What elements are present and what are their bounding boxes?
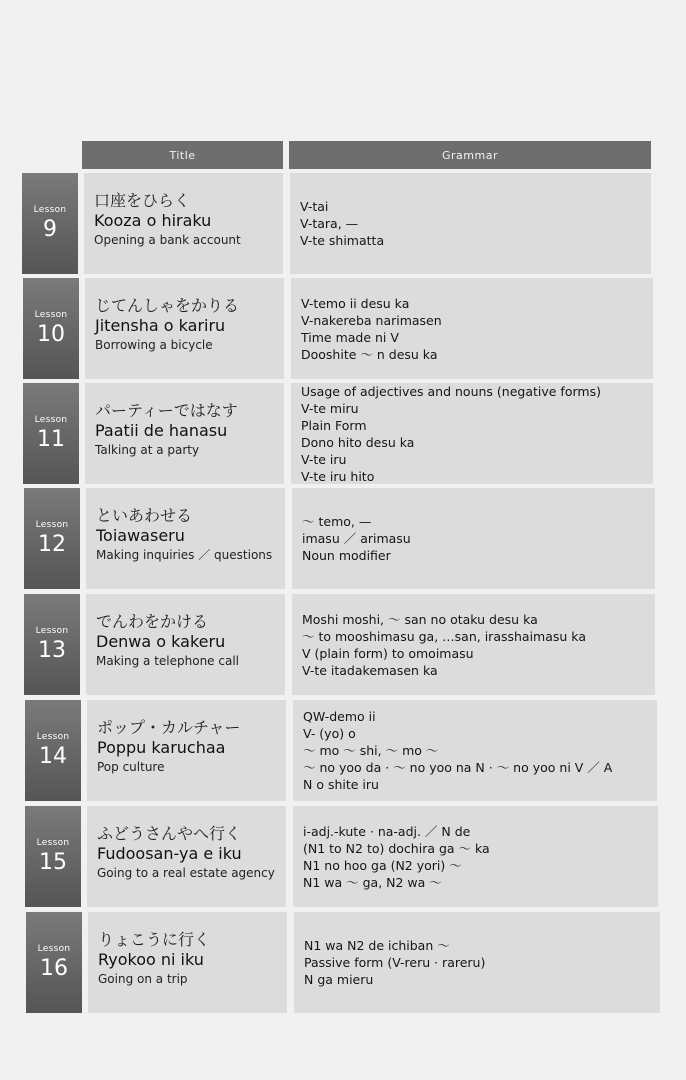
lesson-label: Lesson: [35, 626, 69, 636]
lesson-grammar-cell: [291, 383, 653, 484]
lesson-title-romaji: Fudoosan-ya e iku: [97, 844, 242, 863]
lesson-label: Lesson: [34, 310, 68, 320]
lesson-number-box: [22, 173, 78, 274]
lesson-title-english: Making inquiries ／ questions: [96, 548, 273, 562]
lesson-row: [0, 383, 686, 484]
grammar-point: Plain Form: [301, 417, 367, 433]
lesson-title-japanese: といあわせる: [96, 506, 193, 525]
grammar-point: V-nakereba narimasen: [301, 312, 442, 328]
table-header-grammar: [289, 141, 651, 169]
lesson-label: Lesson: [35, 520, 69, 530]
lesson-grammar-cell: [293, 806, 658, 907]
lesson-title-japanese: じてんしゃをかりる: [95, 296, 240, 315]
grammar-point: N1 no hoo ga (N2 yori) ～: [303, 857, 462, 873]
lesson-title-cell: [85, 383, 284, 484]
lesson-title-cell: [87, 700, 286, 801]
lesson-title-english: Going on a trip: [98, 972, 188, 986]
lesson-number-box: [24, 594, 80, 695]
lesson-number: 14: [39, 744, 67, 769]
lesson-title-cell: [86, 488, 285, 589]
lesson-title-japanese: ふどうさんやへ行く: [97, 824, 242, 843]
grammar-point: V-te iru: [301, 451, 347, 467]
lesson-title-japanese: ポップ・カルチャー: [97, 718, 241, 737]
lesson-row: [0, 278, 686, 379]
table-header-title: [82, 141, 283, 169]
lesson-number: 11: [37, 427, 65, 452]
grammar-point: ～ temo, —: [302, 514, 372, 529]
lesson-row: [0, 594, 686, 695]
grammar-point: V-te shimatta: [300, 233, 385, 248]
lesson-number: 10: [37, 322, 65, 347]
grammar-point: N1 wa ～ ga, N2 wa ～: [303, 874, 442, 890]
lesson-grammar-cell: [293, 700, 657, 801]
lesson-row: [0, 488, 686, 589]
grammar-point: V-te itadakemasen ka: [302, 662, 438, 678]
grammar-point: Noun modifier: [302, 548, 391, 563]
lesson-grammar-cell: [294, 912, 660, 1013]
grammar-point: V-te iru hito: [301, 468, 375, 484]
lesson-label: Lesson: [33, 205, 67, 215]
grammar-point: N1 wa N2 de ichiban ～: [304, 938, 450, 953]
lesson-grammar-cell: [292, 488, 655, 589]
lesson-title-romaji: Poppu karuchaa: [97, 738, 226, 757]
grammar-point: Time made ni V: [301, 329, 399, 345]
lesson-number: 12: [38, 532, 66, 557]
lesson-label: Lesson: [37, 944, 71, 954]
title-column-header: Title: [169, 148, 196, 162]
lesson-number-box: [25, 806, 81, 907]
grammar-point: ～ no yoo da · ～ no yoo na N · ～ no yoo ni V ／ A: [303, 760, 613, 775]
lesson-title-japanese: 口座をひらく: [94, 191, 191, 210]
lesson-number: 9: [43, 217, 57, 242]
lesson-row: [0, 912, 686, 1013]
lesson-label: Lesson: [36, 732, 70, 742]
grammar-point: V- (yo) o: [303, 726, 356, 741]
grammar-point: Usage of adjectives and nouns (negative forms): [301, 383, 601, 399]
lesson-title-english: Borrowing a bicycle: [95, 338, 213, 352]
lesson-row: [0, 173, 686, 274]
grammar-point: V-te miru: [301, 400, 359, 416]
grammar-point: QW-demo ii: [303, 709, 376, 724]
grammar-point: ～ to mooshimasu ga, …san, irasshaimasu ka: [302, 628, 586, 644]
lesson-number-box: [23, 278, 79, 379]
lesson-title-japanese: りょこうに行く: [98, 930, 211, 949]
grammar-point: V-temo ii desu ka: [301, 295, 410, 311]
lesson-title-english: Making a telephone call: [96, 654, 239, 668]
lesson-label: Lesson: [36, 838, 70, 848]
lesson-label: Lesson: [34, 415, 68, 425]
grammar-point: V-tai: [300, 199, 329, 214]
grammar-point: i-adj.-kute · na-adj. ／ N de: [303, 823, 471, 839]
lesson-title-romaji: Paatii de hanasu: [95, 421, 228, 440]
lesson-title-english: Opening a bank account: [94, 233, 241, 247]
grammar-point: ～ mo ～ shi, ～ mo ～: [303, 743, 439, 758]
grammar-point: Dooshite ～ n desu ka: [301, 346, 438, 362]
grammar-point: N ga mieru: [304, 972, 374, 987]
grammar-point: V (plain form) to omoimasu: [302, 645, 474, 661]
grammar-point: Dono hito desu ka: [301, 434, 415, 450]
lesson-title-english: Talking at a party: [95, 443, 200, 457]
lesson-number-box: [26, 912, 82, 1013]
lesson-title-cell: [86, 594, 285, 695]
lesson-title-romaji: Toiawaseru: [96, 526, 185, 545]
lesson-title-romaji: Kooza o hiraku: [94, 211, 212, 230]
grammar-column-header: Grammar: [442, 148, 498, 162]
lesson-row: [0, 700, 686, 801]
lesson-title-english: Pop culture: [97, 760, 165, 774]
lesson-title-romaji: Ryokoo ni iku: [98, 950, 204, 969]
lesson-number: 16: [40, 956, 68, 981]
lesson-grammar-cell: [292, 594, 655, 695]
lesson-title-japanese: でんわをかける: [96, 612, 209, 631]
grammar-point: (N1 to N2 to) dochira ga ～ ka: [303, 840, 490, 856]
lesson-title-cell: [84, 173, 283, 274]
lesson-number-box: [24, 488, 80, 589]
lesson-title-japanese: パーティーではなす: [95, 401, 238, 420]
lesson-grammar-cell: [291, 278, 653, 379]
lesson-number: 15: [39, 850, 67, 875]
grammar-point: imasu ／ arimasu: [302, 531, 411, 546]
lesson-number-box: [25, 700, 81, 801]
lesson-title-cell: [87, 806, 286, 907]
lesson-title-cell: [85, 278, 284, 379]
lesson-title-english: Going to a real estate agency: [97, 866, 275, 880]
lesson-number-box: [23, 383, 79, 484]
grammar-point: N o shite iru: [303, 777, 379, 792]
grammar-point: Passive form (V-reru · rareru): [304, 955, 486, 970]
lesson-title-romaji: Jitensha o kariru: [95, 316, 226, 335]
lesson-title-romaji: Denwa o kakeru: [96, 632, 226, 651]
grammar-point: V-tara, —: [300, 216, 359, 231]
lesson-number: 13: [38, 638, 66, 663]
lesson-title-cell: [88, 912, 287, 1013]
lesson-row: [0, 806, 686, 907]
lesson-grammar-cell: [290, 173, 651, 274]
grammar-point: Moshi moshi, ～ san no otaku desu ka: [302, 611, 538, 627]
